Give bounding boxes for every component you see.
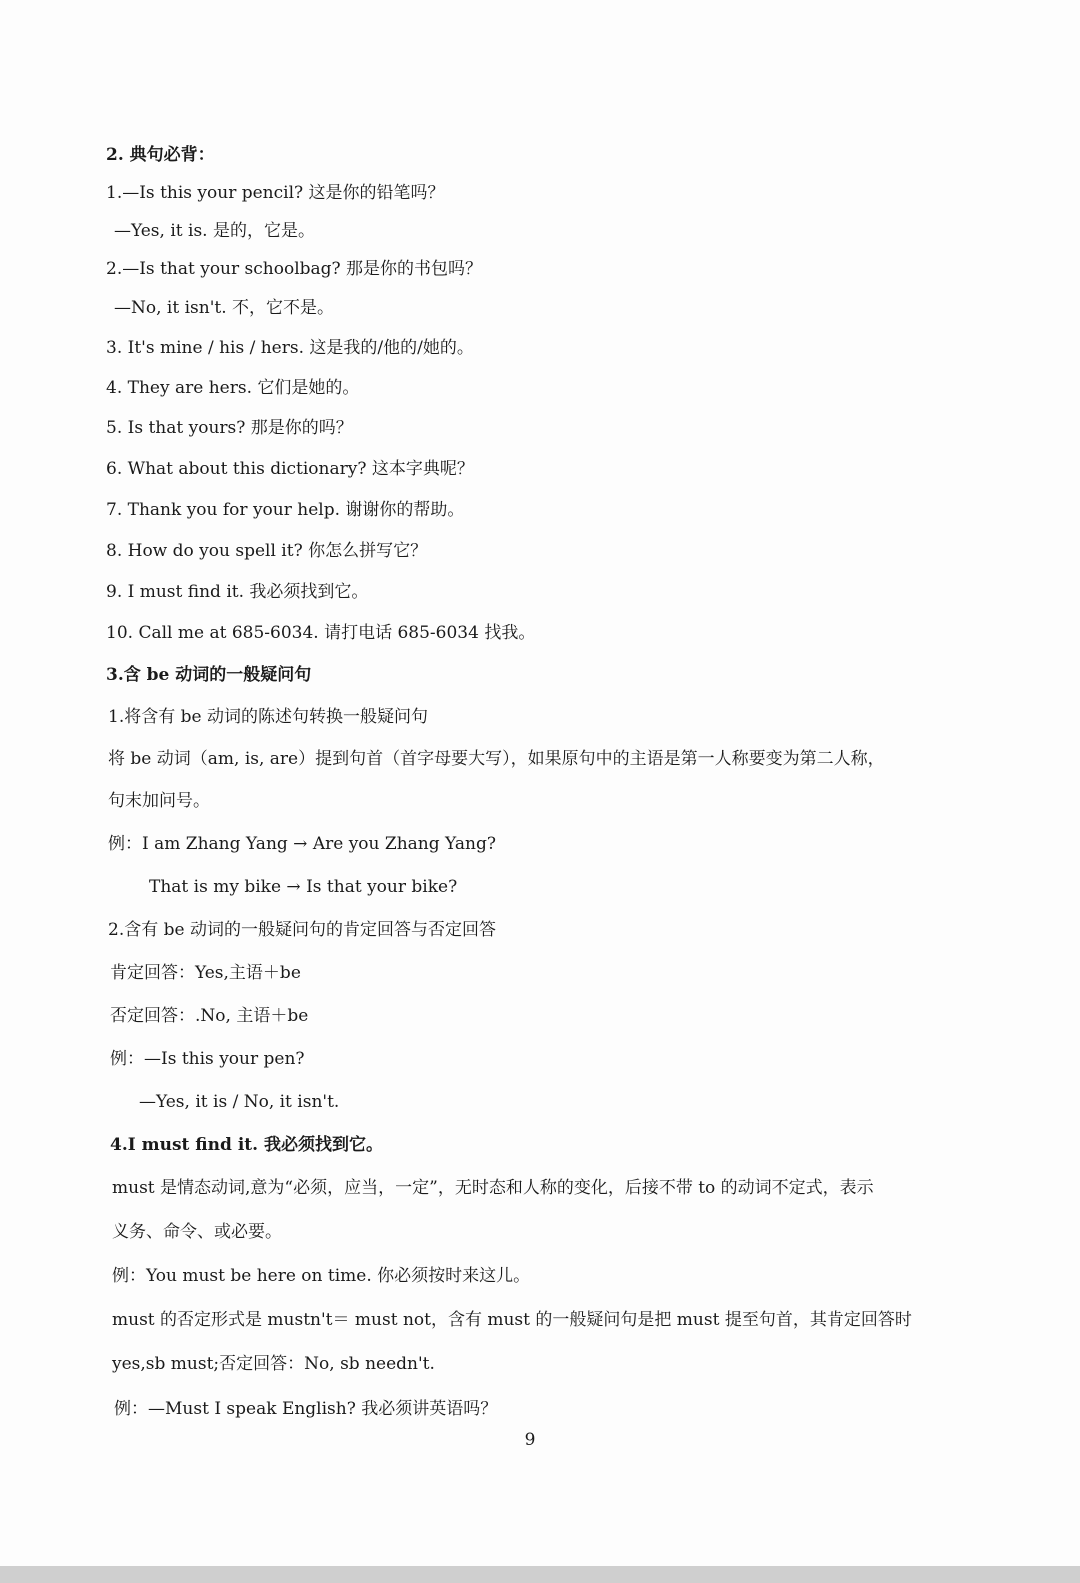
sentence-line: 5. Is that yours? 那是你的吗？ [106, 418, 353, 438]
sentence-line: 1.—Is this your pencil? 这是你的铅笔吗？ [106, 183, 445, 203]
sentence-line: 2.—Is that your schoolbag? 那是你的书包吗？ [106, 259, 483, 279]
example-line: —Yes, it is / No, it isn't. [139, 1092, 340, 1112]
sentence-line: 7. Thank you for your help. 谢谢你的帮助。 [106, 500, 465, 520]
body-line: must 是情态动词,意为“必须，应当，一定”，无时态和人称的变化，后接不带 to 的动词不定式，表示 [112, 1178, 874, 1198]
sentence-line: 10. Call me at 685-6034. 请打电话 685-6034 找我。 [106, 623, 536, 643]
body-line: must 的否定形式是 mustn't＝ must not，含有 must 的一般疑问句是把 must 提至句首，其肯定回答时 [112, 1310, 912, 1330]
example-line: 例：—Is this your pen? [110, 1049, 305, 1069]
sentence-line: 3. It's mine / his / hers. 这是我的/他的/她的。 [106, 338, 474, 358]
sentence-line: 8. How do you spell it? 你怎么拼写它？ [106, 541, 428, 561]
example-line: That is my bike → Is that your bike? [149, 877, 458, 897]
body-line: 义务、命令、或必要。 [112, 1222, 282, 1242]
body-line: 1.将含有 be 动词的陈述句转换一般疑问句 [108, 707, 428, 727]
sentence-line: —Yes, it is. 是的，它是。 [114, 221, 315, 241]
scan-bottom-edge [0, 1566, 1080, 1583]
sentence-line: 9. I must find it. 我必须找到它。 [106, 582, 369, 602]
body-line: yes,sb must;否定回答：No, sb needn't. [112, 1354, 435, 1374]
section-2-heading: 2. 典句必背： [106, 145, 215, 165]
section-3-heading: 3.含 be 动词的一般疑问句 [106, 665, 312, 685]
sentence-line: 4. They are hers. 它们是她的。 [106, 378, 360, 398]
sentence-line: —No, it isn't. 不，它不是。 [114, 298, 335, 318]
example-line: 例：You must be here on time. 你必须按时来这儿。 [112, 1266, 531, 1286]
body-line: 否定回答：.No, 主语＋be [110, 1006, 309, 1026]
body-line: 2.含有 be 动词的一般疑问句的肯定回答与否定回答 [108, 920, 496, 940]
body-line: 句末加问号。 [108, 791, 210, 811]
page-number: 9 [524, 1430, 536, 1450]
body-line: 将 be 动词（am, is, are）提到句首（首字母要大写），如果原句中的主语是第一人称要变为第二人称， [108, 749, 885, 769]
example-line: 例：I am Zhang Yang → Are you Zhang Yang? [108, 834, 497, 854]
sentence-line: 6. What about this dictionary? 这本字典呢？ [106, 459, 474, 479]
section-4-heading: 4.I must find it. 我必须找到它。 [110, 1135, 383, 1155]
example-line: 例：—Must I speak English? 我必须讲英语吗？ [114, 1399, 498, 1419]
body-line: 肯定回答：Yes,主语＋be [110, 963, 301, 983]
